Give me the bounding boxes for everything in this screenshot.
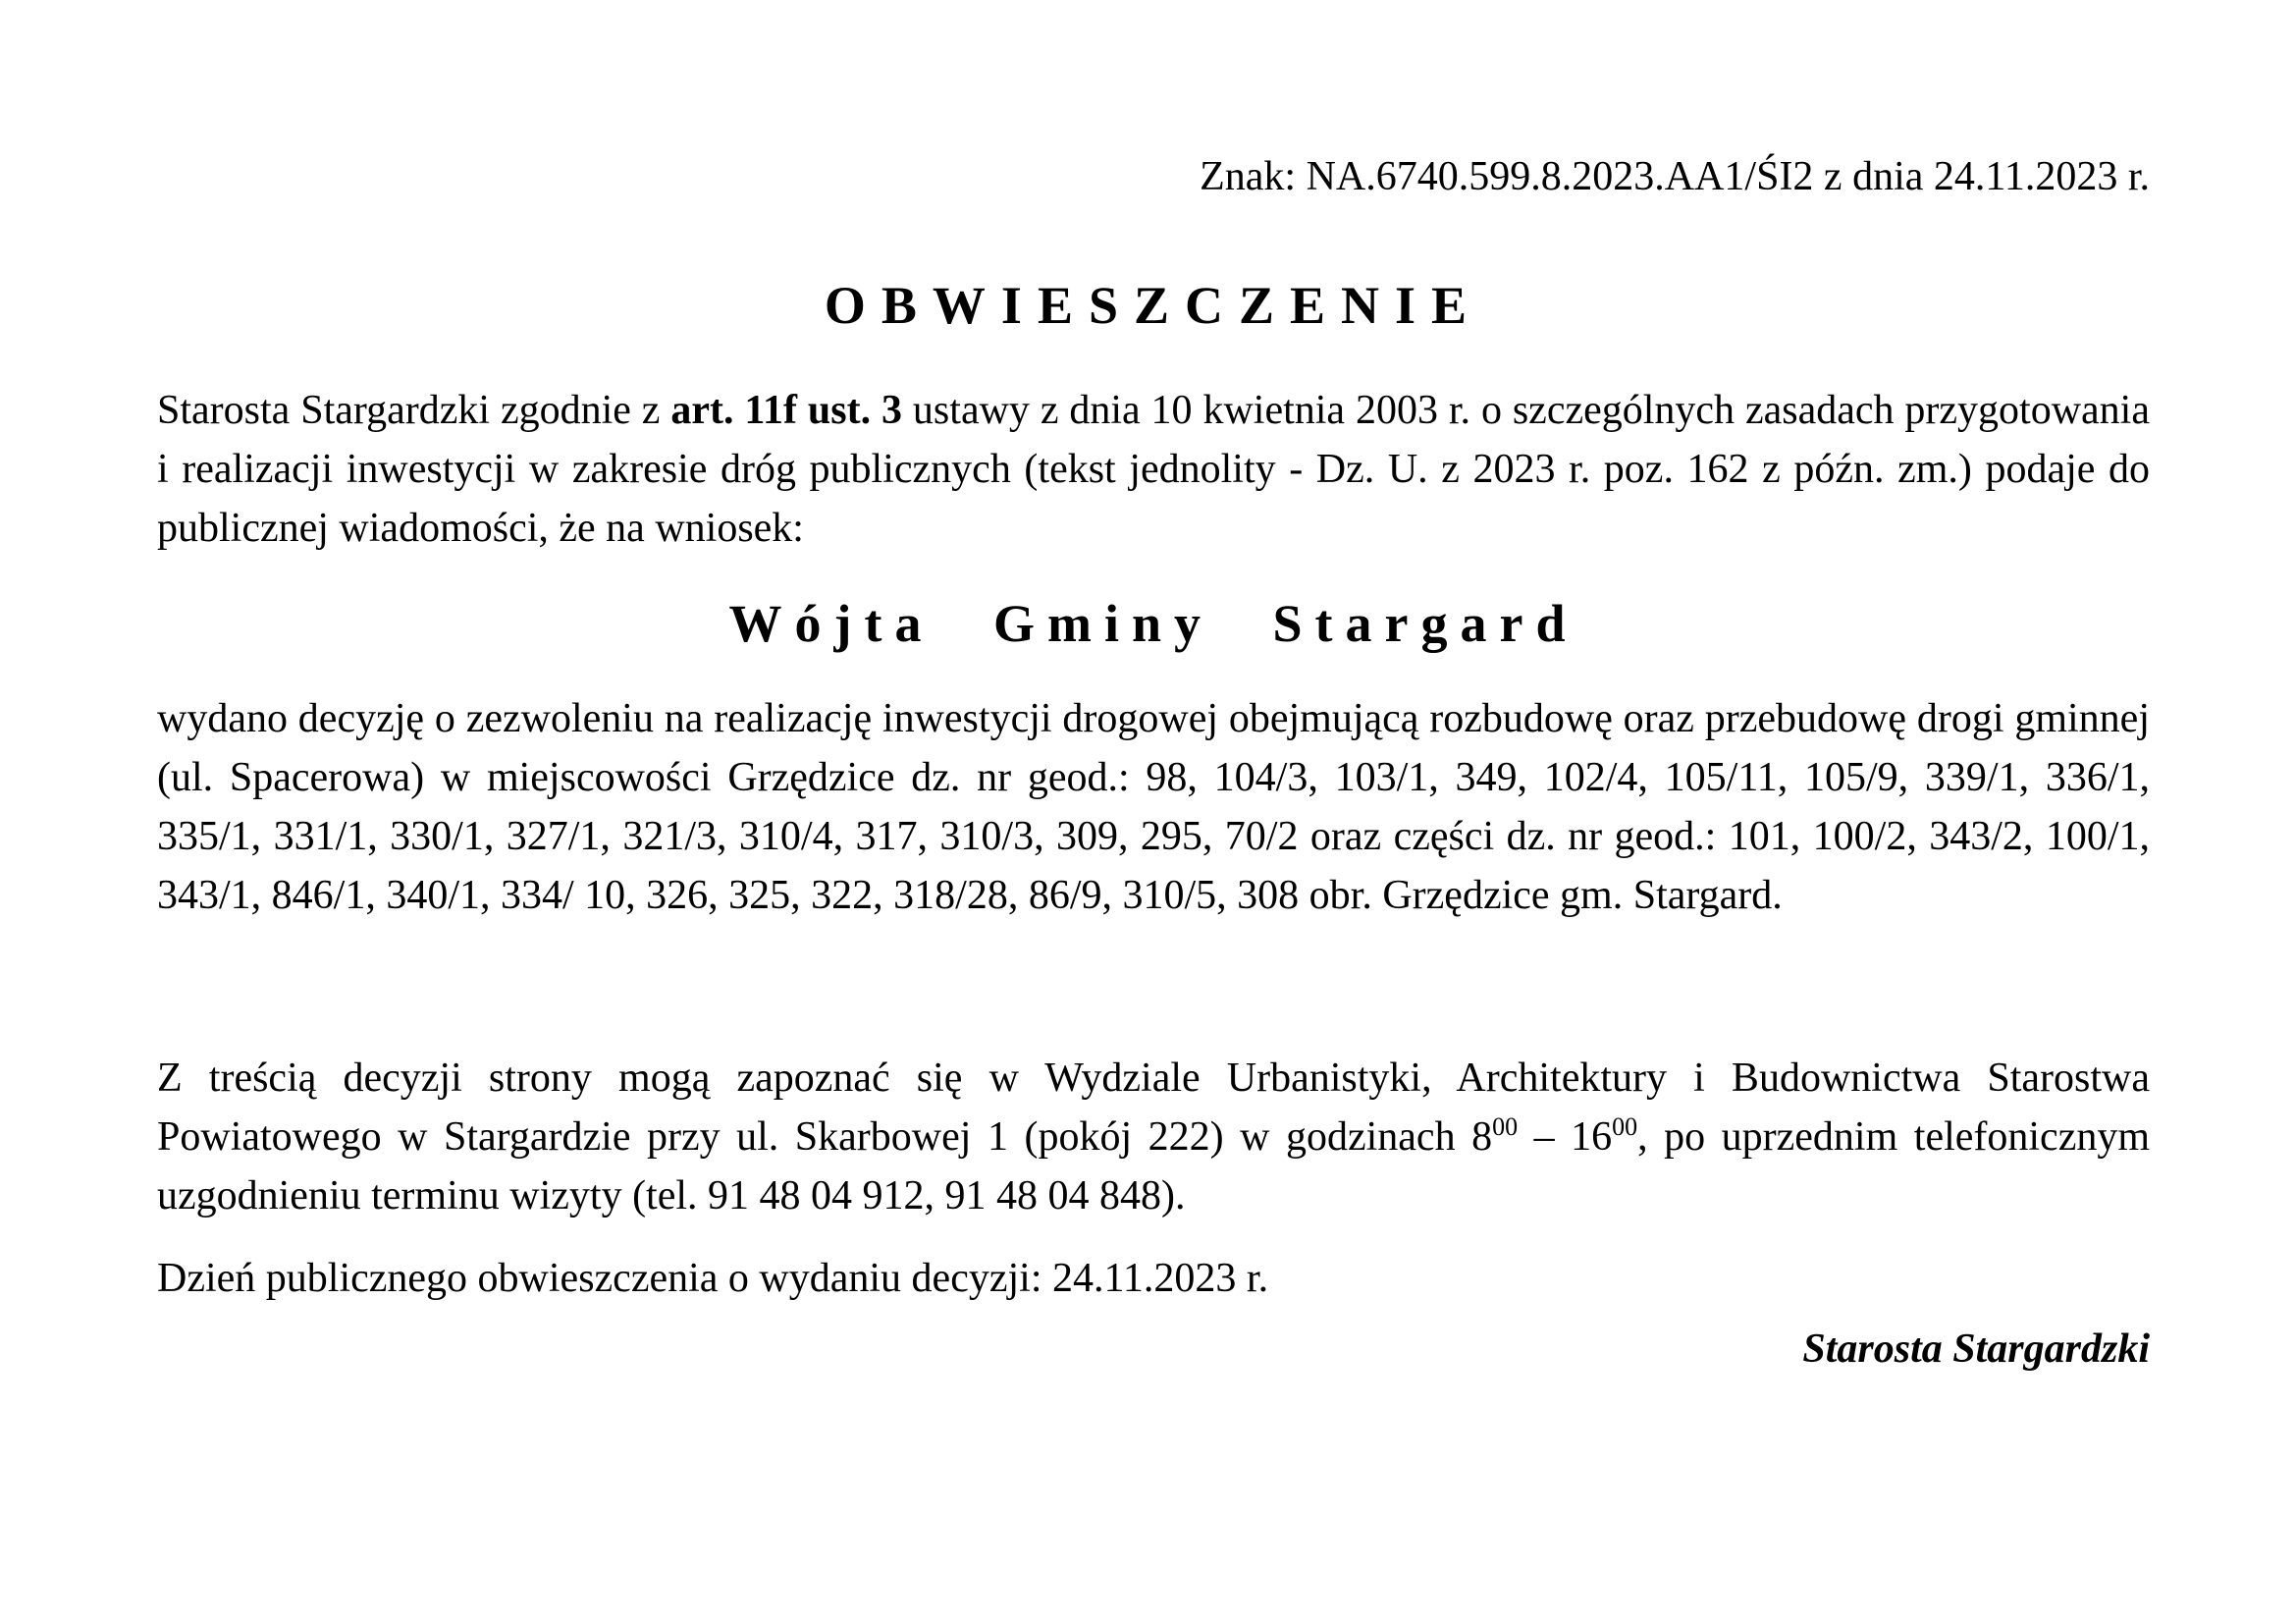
applicant-heading: Wójta Gminy Stargard [728, 594, 1578, 653]
visit-info-paragraph [157, 1049, 2150, 1225]
publication-date-line: Dzień publicznego obwieszczenia o wydaniu decyzji: 24.11.2023 r. [157, 1256, 1269, 1301]
visit-text-part1: Z treścią decyzji strony mogą zapoznać się w Wydziale Urbanistyki, Architektury i Budownictwa Starostwa Powiatowego w Stargardzie przy ul. Skarbowej 1 (pokój 222) w godzinach 8 [157, 1056, 2150, 1160]
signature: Starosta Stargardzki [1802, 1326, 2150, 1372]
visit-text-part2: – 16 [1518, 1114, 1613, 1160]
decision-paragraph: wydano decyzję o zezwoleniu na realizację inwestycji drogowej obejmującą rozbudowę oraz przebudowę drogi gminnej (ul. Spacerowa) w miejscowości Grzędzice dz. nr geod.: 98, 104/3, 103/1, 349, 102/4, 105/11, 105/9, 339/1, 336/1, 335/1, 331/1, 330/1, 327/1, 321/3, 310/4, 317, 310/3, 309, 295, 70/2 oraz części dz. nr geod.: 101, 100/2, 343/2, 100/1, 343/1, 846/1, 340/1, 334/ 10, 326, 325, 322, 318/28, 86/9, 310/5, 308 obr. Grzędzice gm. Stargard. [157, 696, 2150, 918]
closing-hour-superscript: 00 [1612, 1112, 1638, 1141]
reference-line: Znak: NA.6740.599.8.2023.AA1/ŚI2 z dnia 24.11.2023 r. [1200, 154, 2150, 199]
opening-hour-superscript: 00 [1492, 1112, 1519, 1141]
intro-text-part2: ustawy z dnia 10 kwietnia 2003 r. o szczególnych zasadach przygotowania i realizacji inwestycji w zakresie dróg publicznych (tekst jednolity - Dz. U. z 2023 r. poz. 162 z późn. zm.) podaje do publicznej wiadomości, że na wniosek: [157, 388, 2150, 551]
legal-basis-bold: art. 11f ust. 3 [670, 388, 903, 433]
visit-text-part3: , po uprzednim telefonicznym uzgodnieniu terminu wizyty (tel. 91 48 04 912, 91 48 04 848). [157, 1114, 2150, 1218]
document-title: OBWIESZCZENIE [824, 276, 1483, 335]
intro-text-part1: Starosta Stargardzki zgodnie z [157, 388, 671, 433]
intro-paragraph [157, 381, 2150, 558]
